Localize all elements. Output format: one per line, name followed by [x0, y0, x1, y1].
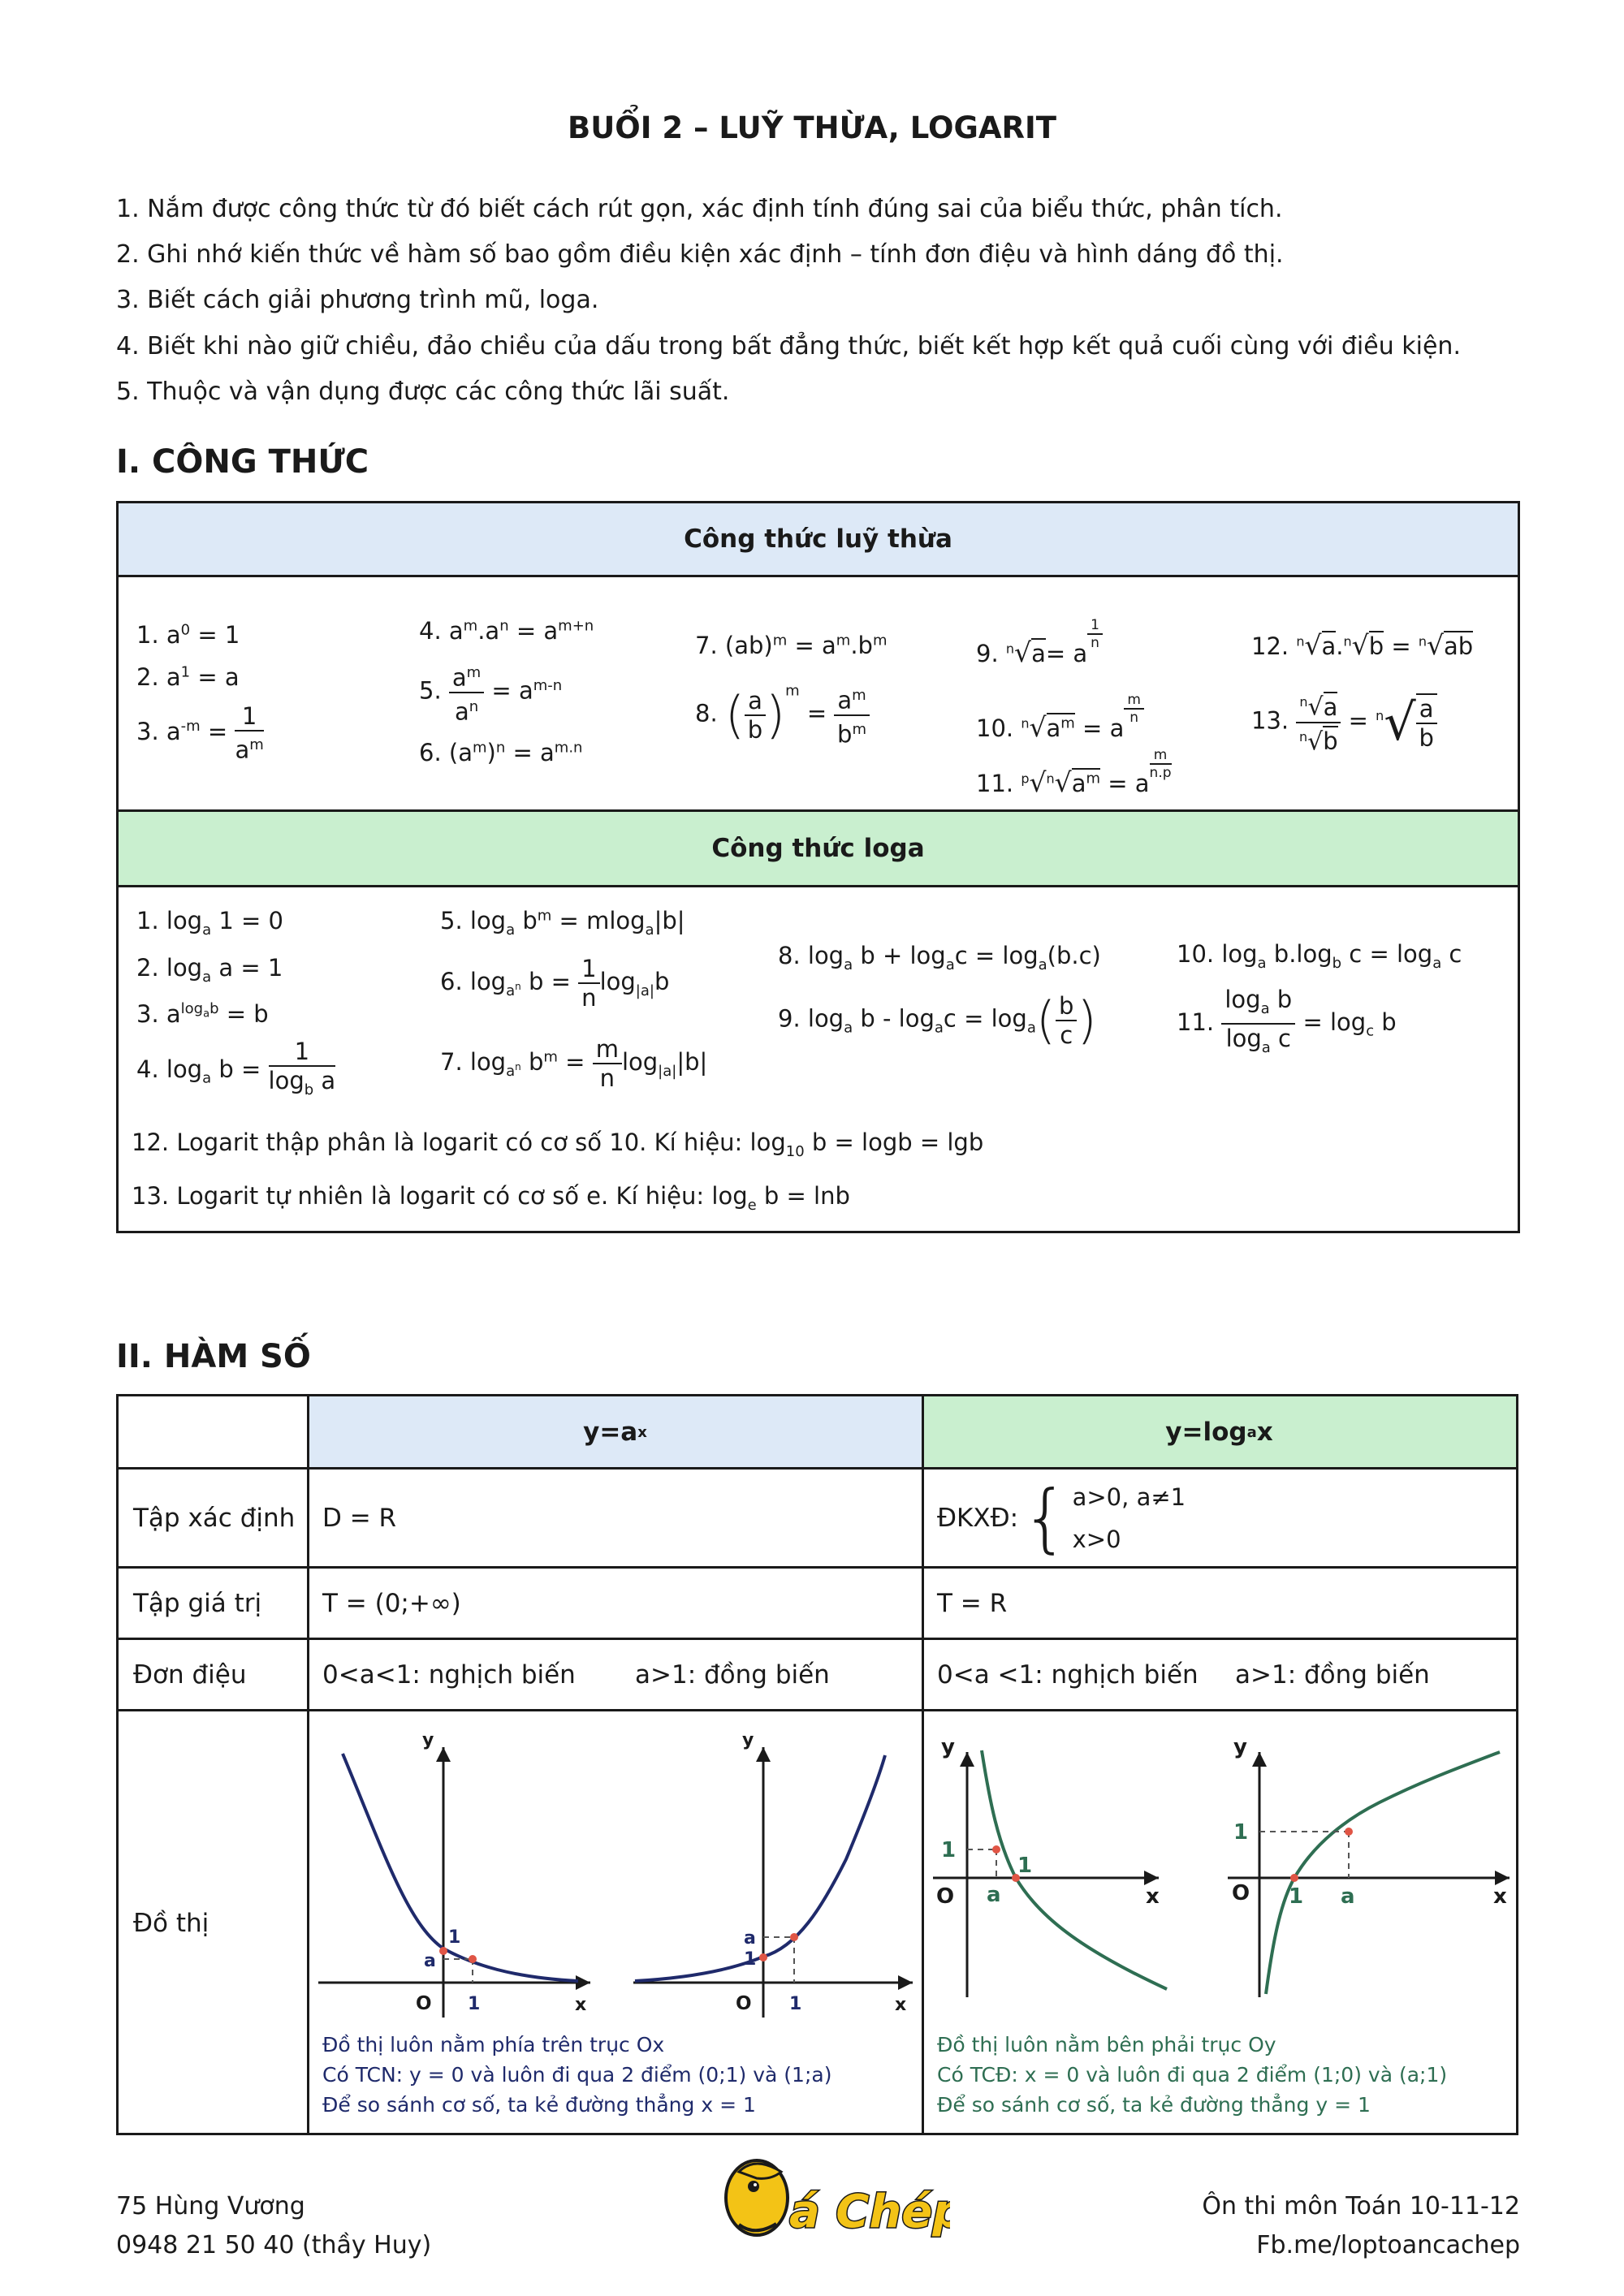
origin-label: O: [416, 1993, 432, 2014]
log-formula-8: 8. $\log_a b + \log_ac = \log_a(b.c)$: [778, 942, 1101, 973]
log-formula-4: 4. $\log_a b$ = $\frac{1}{\log_b a}$: [136, 1038, 336, 1098]
log-range: T = R: [937, 1588, 1008, 1618]
power-formula-11: 11. $^p√^n√a^m = a$ $\frac{m}{n.p}$: [976, 747, 1172, 798]
log-domain-condition-1: a>0, a≠1: [1072, 1482, 1186, 1511]
power-formula-3: 3. $a^{-m}$ = $\frac{1}{a^m}$: [136, 702, 264, 764]
tick-label: 1: [789, 1994, 802, 2014]
row-divider: [119, 1709, 1516, 1711]
tick-label: 1: [1017, 1854, 1033, 1878]
log-note: Để so sánh cơ số, ta kẻ đường thẳng y = 1: [937, 2093, 1371, 2117]
log-formula-2: 2. $\log_a a = 1$: [136, 954, 283, 986]
exp-range: T = (0;+∞): [322, 1588, 461, 1618]
row-label-monotonic: Đơn điệu: [133, 1659, 247, 1690]
point-0-1: [759, 1953, 767, 1962]
page-title: BUỔI 2 – LUỸ THỪA, LOGARIT: [568, 110, 1056, 145]
exp-notes: [322, 2030, 831, 2120]
row-label-graph: Đồ thị: [133, 1909, 209, 1938]
power-formula-13: 13. $\frac{^n√a}{^n√b}$ = $^n$√ $\frac{a}{b}$: [1251, 688, 1437, 756]
tick-label: a: [424, 1951, 436, 1971]
tick-label: 1: [1289, 1884, 1304, 1909]
y-label: y: [1233, 1735, 1247, 1759]
exp-note: Đồ thị luôn nằm phía trên trục Ox: [322, 2033, 665, 2056]
exp-column-title: y=a x: [583, 1418, 647, 1447]
log-formula-header: [119, 809, 1518, 887]
power-formula-6: 6. $(a^m)^n = a^{m.n}$: [419, 739, 583, 766]
column-divider: [307, 1396, 309, 2135]
fish-logo-icon: [706, 2147, 950, 2253]
brace-icon: {: [1021, 1474, 1069, 1561]
power-formula-9: 9. $^n$√a= a $\frac{1}{n}$: [976, 617, 1103, 668]
log-note: Đồ thị luôn nằm bên phải trục Oy: [937, 2033, 1276, 2056]
exp-note: Có TCN: y = 0 và luôn đi qua 2 điểm (0;1) và (1;a): [322, 2063, 832, 2087]
origin-label: O: [1232, 1881, 1250, 1905]
log-monotonic-decreasing: 0<a <1: nghịch biến: [937, 1659, 1199, 1690]
x-label: x: [1146, 1884, 1160, 1909]
log-notes: [937, 2030, 1447, 2120]
column-divider: [922, 1396, 924, 2135]
tick-label: a: [987, 1883, 1001, 1907]
power-formula-8: 8. ( $\frac{a}{b}$ )$^m$ = $\frac{a^m}{b^m}$: [695, 682, 870, 748]
function-table: [116, 1394, 1518, 2135]
point-1-a: [790, 1933, 798, 1941]
log-formula-7: 7. $\log_{a^n} b^m$ = $\frac{m}{n}$ $\log_{|a|}|b|$: [440, 1035, 708, 1092]
footer-facebook-link[interactable]: Fb.me/loptoancachep: [1256, 2231, 1520, 2259]
exp-domain: D = R: [322, 1503, 397, 1533]
objective-item: 5. Thuộc và vận dụng được các công thức lãi suất.: [116, 378, 730, 406]
log-note: Có TCĐ: x = 0 và luôn đi qua 2 điểm (1;0) và (a;1): [937, 2063, 1448, 2087]
log-domain-prefix: ĐKXĐ:: [937, 1503, 1019, 1533]
x-label: x: [1493, 1884, 1507, 1909]
power-formula-2: 2. $a^1 = a$: [136, 663, 240, 691]
row-label-range: Tập giá trị: [133, 1588, 262, 1618]
log-decreasing-curve: [982, 1750, 1167, 1989]
y-label: y: [422, 1730, 434, 1750]
tick-label: a: [1341, 1884, 1355, 1909]
log-monotonic-increasing: a>1: đồng biến: [1235, 1659, 1430, 1690]
tick-label: 1: [1233, 1820, 1249, 1845]
power-formula-4: 4. $a^m.a^n = a^{m+n}$: [419, 617, 594, 645]
origin-label: O: [936, 1884, 955, 1909]
log-formula-11: 11. $\frac{\log_a b}{\log_a c}$ = $\log_c b$: [1177, 986, 1397, 1056]
exp-graphs: [310, 1713, 919, 2030]
exp-note: Để so sánh cơ số, ta kẻ đường thẳng x = 1: [322, 2093, 756, 2117]
y-label: y: [941, 1735, 955, 1759]
power-formula-5: 5. $\frac{a^m}{a^n}$ = $a^{m-n}$: [419, 659, 562, 725]
point-1-a: [469, 1955, 477, 1963]
log-formula-1: 1. $\log_a 1 = 0$: [136, 907, 283, 939]
objective-item: 3. Biết cách giải phương trình mũ, loga.: [116, 286, 599, 314]
log-domain: [937, 1470, 1186, 1566]
tick-label: 1: [941, 1838, 957, 1862]
exp-monotonic-decreasing: 0<a<1: nghịch biến: [322, 1659, 576, 1690]
origin-label: O: [736, 1993, 752, 2014]
point-a-1: [1345, 1828, 1353, 1836]
log-formula-6: 6. $\log_{a^n} b$ = $\frac{1}{n}$ $\log_{|a|}b$: [440, 955, 670, 1012]
log-graphs: [925, 1713, 1518, 2005]
log-formula-12: 12. Logarit thập phân là logarit có cơ số 10. Kí hiệu: $\log_{10} b = \log b = \lg b$: [132, 1129, 984, 1160]
power-formula-10: 10. $^n√a^m = a$ $\frac{m}{n}$: [976, 692, 1144, 743]
log-increasing-curve: [1266, 1752, 1500, 1994]
footer-course: Ôn thi môn Toán 10-11-12: [1202, 2192, 1520, 2220]
power-formula-header: [119, 503, 1518, 577]
tick-label: 1: [448, 1927, 461, 1948]
footer-address: 75 Hùng Vương: [116, 2192, 305, 2220]
logo-text: á Chép: [789, 2186, 950, 2238]
log-formula-9: 9. $\log_a b - \log_ac = \log_a$( $\frac{b}{c}$ ): [778, 990, 1097, 1050]
power-formula-1: 1. $a^0 = 1$: [136, 621, 240, 649]
log-domain-condition-2: x>0: [1072, 1525, 1121, 1553]
power-formula-7: 7. $(ab)^m = a^m.b^m$: [695, 632, 888, 659]
power-formula-12: 12. $^n$√a.$^n$√b = $^n$√ab: [1251, 629, 1474, 661]
exp-monotonic-increasing: a>1: đồng biến: [635, 1659, 830, 1690]
log-formula-13: 13. Logarit tự nhiên là logarit có cơ số e. Kí hiệu: $\log_e b = \ln b$: [132, 1182, 850, 1214]
point-0-1: [439, 1947, 447, 1955]
footer-phone: 0948 21 50 40 (thầy Huy): [116, 2231, 432, 2259]
objective-item: 4. Biết khi nào giữ chiều, đảo chiều của dấu trong bất đẳng thức, biết kết hợp kết quả cuối cùng với điều kiện.: [116, 332, 1461, 360]
formula-table: [116, 501, 1520, 1233]
tick-label: 1: [744, 1949, 757, 1970]
section-heading-functions: II. HÀM SỐ: [116, 1338, 311, 1375]
tick-label: a: [744, 1928, 756, 1949]
log-formula-10: 10. $\log_a b.\log_b$ $c = \log_a c$: [1177, 940, 1462, 972]
tick-label: 1: [468, 1994, 481, 2014]
log-formula-3: 3. $a^{log_ab} = b$: [136, 1000, 269, 1028]
x-label: x: [895, 1995, 907, 2015]
exp-increasing-curve: [635, 1755, 885, 1981]
logo: [706, 2147, 950, 2253]
y-label: y: [742, 1730, 754, 1750]
x-label: x: [575, 1995, 587, 2015]
point-1-0: [1290, 1874, 1298, 1882]
power-formula-header-label: Công thức luỹ thừa: [684, 524, 952, 554]
objective-item: 1. Nắm được công thức từ đó biết cách rút gọn, xác định tính đúng sai của biểu thức, phân tích.: [116, 195, 1283, 223]
log-column-title: y=log a x: [1165, 1418, 1273, 1447]
point-a-1: [992, 1845, 1000, 1854]
log-formula-header-label: Công thức loga: [711, 834, 925, 863]
section-heading-formulas: I. CÔNG THỨC: [116, 443, 369, 481]
objective-item: 2. Ghi nhớ kiến thức về hàm số bao gồm điều kiện xác định – tính đơn điệu và hình dáng đồ thị.: [116, 240, 1284, 269]
log-formula-5: 5. $\log_a b^m = mlog_a|b|$: [440, 907, 685, 939]
row-label-domain: Tập xác định: [133, 1503, 296, 1533]
